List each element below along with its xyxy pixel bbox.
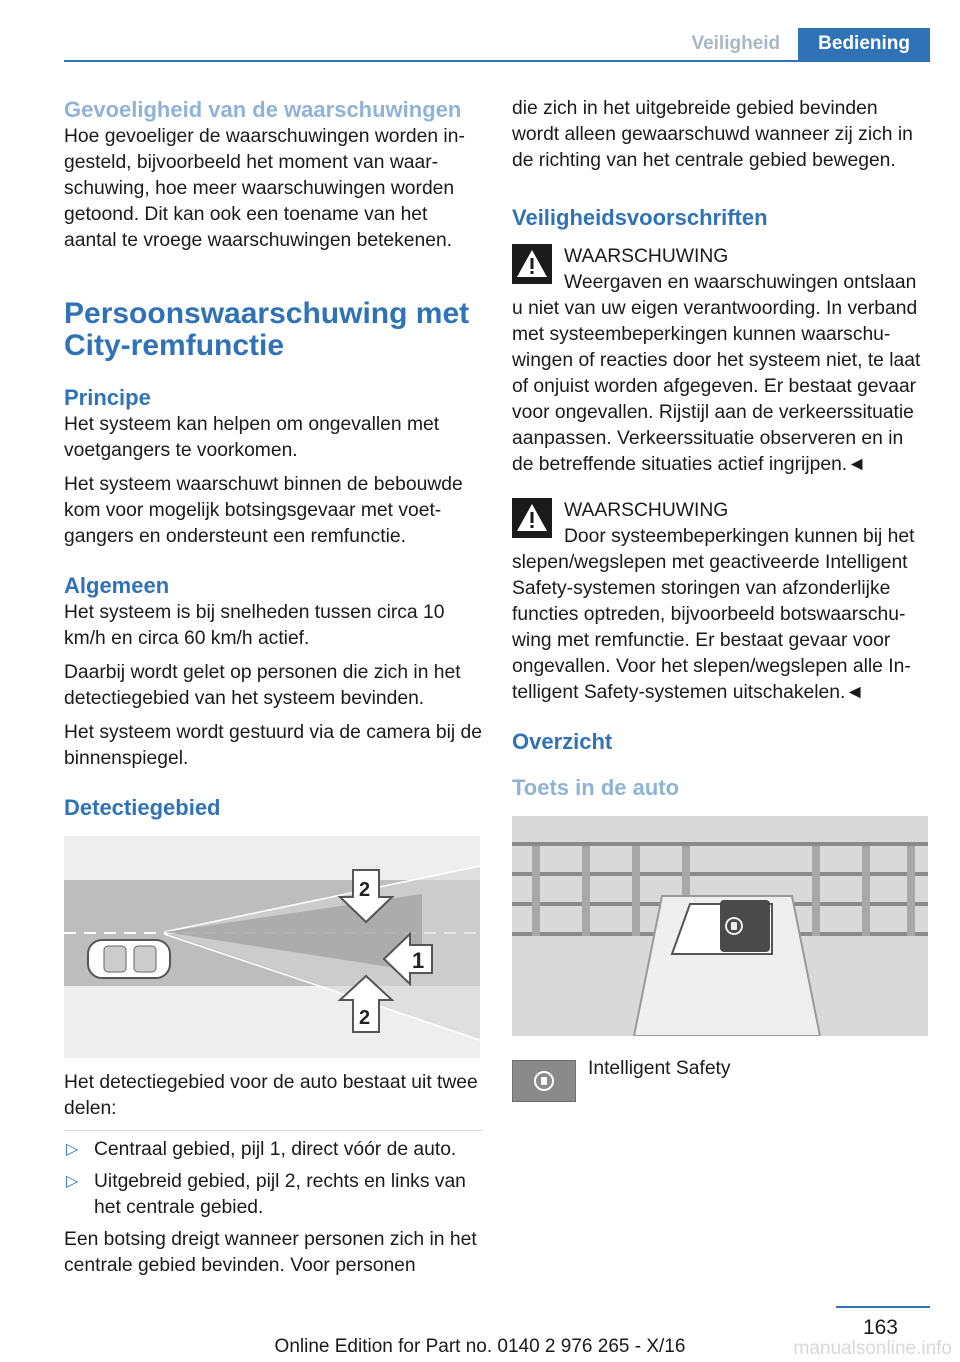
heading-detection: Detectiegebied bbox=[64, 795, 221, 820]
warning-title-2: WAARSCHUWING bbox=[564, 500, 729, 521]
warning-block-2 bbox=[512, 498, 928, 706]
footer-rule bbox=[836, 1306, 930, 1308]
icon-legend-row bbox=[512, 1054, 928, 1098]
heading-general: Algemeen bbox=[64, 573, 170, 598]
paragraph-continued: die zich in het uitgebreide gebied bevinden wordt alleen gewaarschuwd wanneer zij zich in de richting van het centrale gebied bewegen. bbox=[512, 98, 913, 171]
detection-list bbox=[64, 1137, 482, 1221]
warning-text-1: Weergaven en waarschuwingen ontslaan u niet van uw eigen verantwoording. In verband met systeembeperkingen kunnen waarschuwingen of reacties door het systeem niet, te laat of onjuist worden afgegeven. Er bestaat gevaar voor ongevallen. Rijstijl aan de verkeerssituatie aanpassen. Verkeerssituatie observeren en in de betreffende situaties actief ingrijpen.◄ bbox=[512, 272, 921, 475]
watermark: manualsonline.info bbox=[793, 1338, 952, 1359]
right-column bbox=[512, 96, 928, 1098]
edition-footer: Online Edition for Part no. 0140 2 976 265 - X/16 bbox=[274, 1336, 686, 1357]
section-title: Persoonswaarschuwing met City-remfunctie bbox=[64, 297, 470, 362]
heading-overview: Overzicht bbox=[512, 729, 613, 754]
warning-block-1 bbox=[512, 244, 928, 478]
list-divider bbox=[64, 1130, 482, 1131]
list-item: ▷ Centraal gebied, pijl 1, direct vóór de auto. bbox=[64, 1137, 482, 1163]
arrow-1-label: 1 bbox=[412, 948, 425, 973]
warning-triangle-icon bbox=[512, 244, 552, 284]
detection-area-figure bbox=[64, 836, 480, 1058]
header-rule bbox=[64, 60, 930, 62]
paragraph-detection: Het detectiegebied voor de auto bestaat uit twee delen: bbox=[64, 1072, 478, 1119]
tab-bediening[interactable]: Bediening bbox=[798, 28, 930, 60]
intelligent-safety-icon bbox=[512, 1060, 576, 1102]
arrow-2-top-label: 2 bbox=[359, 879, 371, 901]
chapter-tabs bbox=[673, 28, 930, 60]
triangle-bullet-icon: ▷ bbox=[66, 1173, 79, 1190]
warning-triangle-icon bbox=[512, 498, 552, 538]
icon-label: Intelligent Safety bbox=[588, 1058, 731, 1079]
paragraph-general-1: Het systeem is bij snelheden tussen circa 10 km/h en circa 60 km/h actief. bbox=[64, 602, 445, 649]
page-number: 163 bbox=[862, 1316, 898, 1339]
left-column bbox=[64, 96, 482, 1287]
paragraph-general-2: Daarbij wordt gelet op personen die zich in het detectiegebied van het systeem bevinden. bbox=[64, 662, 461, 709]
paragraph-collision: Een botsing dreigt wanneer personen zich in het centrale gebied bevinden. Voor personen bbox=[64, 1229, 477, 1276]
warning-title-1: WAARSCHUWING bbox=[564, 246, 729, 267]
warning-text-2: Door systeembeperkingen kunnen bij het slepen/wegslepen met geactiveerde Intelligent Safety-systemen storingen van afzonderlijke functies optreden, bijvoorbeeld botswaarschuwing met remfunctie. Er bestaat gevaar voor ongevallen. Voor het slepen/wegslepen alle Intelligent Safety-systemen uitschakelen.◄ bbox=[512, 526, 915, 703]
intelligent-safety-button bbox=[720, 900, 770, 952]
heading-button: Toets in de auto bbox=[512, 775, 680, 800]
heading-sensitivity: Gevoeligheid van de waarschuwingen bbox=[64, 97, 462, 122]
paragraph-principle-1: Het systeem kan helpen om ongevallen met voetgangers te voorkomen. bbox=[64, 414, 440, 461]
arrow-2-bottom-label: 2 bbox=[359, 1007, 371, 1029]
car-icon bbox=[88, 940, 170, 978]
paragraph-sensitivity: Hoe gevoeliger de waarschuwingen worden ingesteld, bijvoorbeeld het moment van waarschuwing, hoe meer waarschuwingen worden getoond. Dit kan ook een toename van het aantal te vroege waarschuwingen betekenen. bbox=[64, 126, 465, 251]
list-item: ▷ Uitgebreid gebied, pijl 2, rechts en links van het centrale gebied. bbox=[66, 1171, 466, 1218]
heading-principle: Principe bbox=[64, 385, 151, 410]
paragraph-general-3: Het systeem wordt gestuurd via de camera bij de binnenspiegel. bbox=[64, 722, 482, 769]
tab-veiligheid[interactable]: Veiligheid bbox=[691, 33, 781, 54]
car-button-photo bbox=[512, 816, 928, 1036]
paragraph-principle-2: Het systeem waarschuwt binnen de bebouwde kom voor mogelijk botsingsgevaar met voetgangers en ondersteunt een remfunctie. bbox=[64, 474, 463, 547]
heading-safety: Veiligheidsvoorschriften bbox=[512, 205, 768, 230]
triangle-bullet-icon: ▷ bbox=[66, 1141, 79, 1158]
